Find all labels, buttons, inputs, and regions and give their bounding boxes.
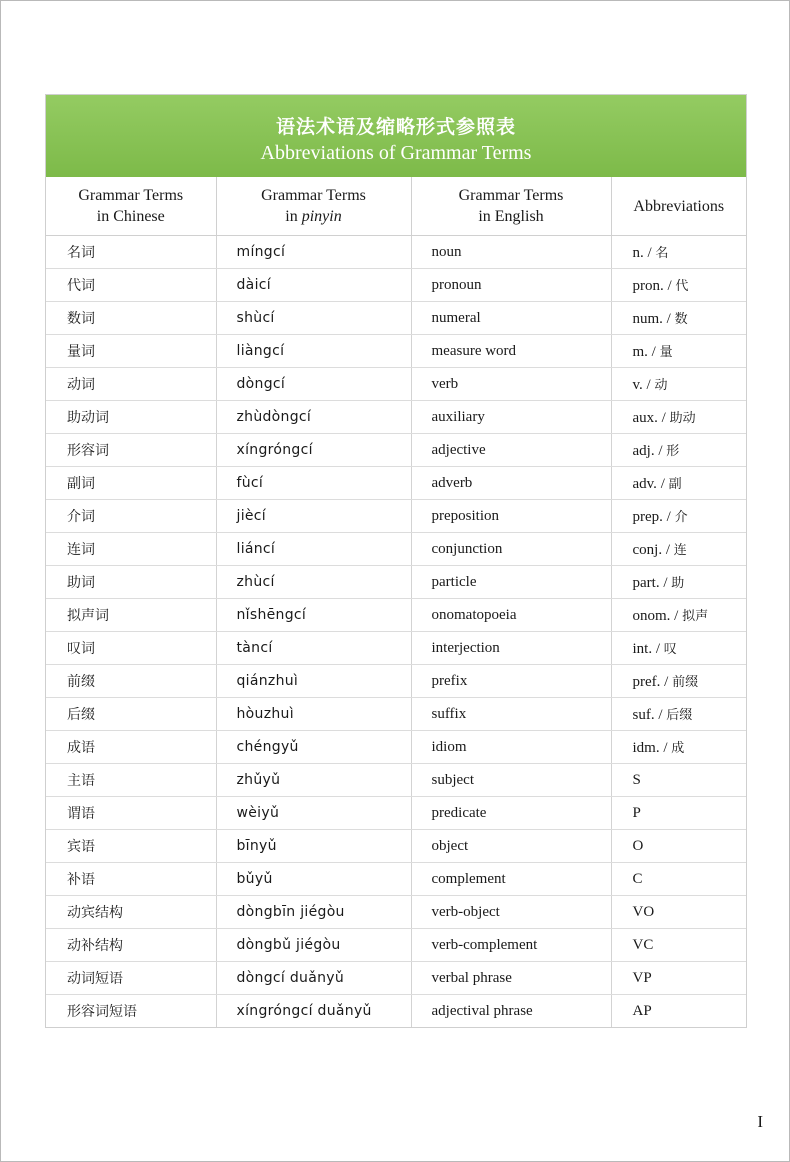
term-english: preposition bbox=[411, 500, 611, 533]
term-abbreviation: m. / 量 bbox=[611, 335, 746, 368]
term-english: verb-object bbox=[411, 896, 611, 929]
term-abbreviation: int. / 叹 bbox=[611, 632, 746, 665]
term-abbreviation: onom. / 拟声 bbox=[611, 599, 746, 632]
term-english: onomatopoeia bbox=[411, 599, 611, 632]
banner-title-chinese: 语法术语及缩略形式参照表 bbox=[275, 116, 516, 138]
term-chinese: 助词 bbox=[46, 566, 216, 599]
table-row bbox=[46, 632, 746, 665]
term-pinyin: liáncí bbox=[216, 533, 411, 566]
table-row bbox=[46, 962, 746, 995]
term-english: verb-complement bbox=[411, 929, 611, 962]
term-pinyin: shùcí bbox=[216, 302, 411, 335]
term-chinese: 后缀 bbox=[46, 698, 216, 731]
term-english: suffix bbox=[411, 698, 611, 731]
table-row bbox=[46, 302, 746, 335]
term-pinyin: jiècí bbox=[216, 500, 411, 533]
term-chinese: 动补结构 bbox=[46, 929, 216, 962]
term-chinese: 副词 bbox=[46, 467, 216, 500]
term-chinese: 主语 bbox=[46, 764, 216, 797]
term-pinyin: chéngyǔ bbox=[216, 731, 411, 764]
term-abbreviation: num. / 数 bbox=[611, 302, 746, 335]
term-english: subject bbox=[411, 764, 611, 797]
term-english: predicate bbox=[411, 797, 611, 830]
term-pinyin: bīnyǔ bbox=[216, 830, 411, 863]
term-pinyin: xíngróngcí duǎnyǔ bbox=[216, 995, 411, 1028]
term-abbreviation: pref. / 前缀 bbox=[611, 665, 746, 698]
term-abbreviation: prep. / 介 bbox=[611, 500, 746, 533]
term-chinese: 介词 bbox=[46, 500, 216, 533]
table-row bbox=[46, 995, 746, 1028]
term-abbreviation: C bbox=[611, 863, 746, 896]
table-row bbox=[46, 368, 746, 401]
table-row bbox=[46, 863, 746, 896]
table-row bbox=[46, 599, 746, 632]
term-pinyin: bǔyǔ bbox=[216, 863, 411, 896]
header-pinyin: Grammar Terms in pinyin bbox=[216, 177, 411, 236]
term-pinyin: tàncí bbox=[216, 632, 411, 665]
table-row bbox=[46, 830, 746, 863]
table-row bbox=[46, 236, 746, 269]
term-abbreviation: part. / 助 bbox=[611, 566, 746, 599]
term-chinese: 动词短语 bbox=[46, 962, 216, 995]
table-row bbox=[46, 533, 746, 566]
term-english: numeral bbox=[411, 302, 611, 335]
term-chinese: 动词 bbox=[46, 368, 216, 401]
header-chinese: Grammar Terms in Chinese bbox=[46, 177, 216, 236]
term-pinyin: zhùcí bbox=[216, 566, 411, 599]
term-pinyin: nǐshēngcí bbox=[216, 599, 411, 632]
term-pinyin: fùcí bbox=[216, 467, 411, 500]
table-row bbox=[46, 566, 746, 599]
term-abbreviation: VO bbox=[611, 896, 746, 929]
term-chinese: 前缀 bbox=[46, 665, 216, 698]
term-abbreviation: conj. / 连 bbox=[611, 533, 746, 566]
term-english: object bbox=[411, 830, 611, 863]
table-row bbox=[46, 500, 746, 533]
term-pinyin: qiánzhuì bbox=[216, 665, 411, 698]
term-chinese: 补语 bbox=[46, 863, 216, 896]
term-english: noun bbox=[411, 236, 611, 269]
term-abbreviation: idm. / 成 bbox=[611, 731, 746, 764]
header-english: Grammar Terms in English bbox=[411, 177, 611, 236]
term-english: measure word bbox=[411, 335, 611, 368]
term-chinese: 成语 bbox=[46, 731, 216, 764]
term-pinyin: hòuzhuì bbox=[216, 698, 411, 731]
term-english: adjective bbox=[411, 434, 611, 467]
term-english: particle bbox=[411, 566, 611, 599]
table-row bbox=[46, 401, 746, 434]
term-pinyin: dòngcí bbox=[216, 368, 411, 401]
term-pinyin: wèiyǔ bbox=[216, 797, 411, 830]
table-banner bbox=[46, 95, 746, 177]
table-row bbox=[46, 698, 746, 731]
term-abbreviation: P bbox=[611, 797, 746, 830]
term-english: verbal phrase bbox=[411, 962, 611, 995]
term-english: adverb bbox=[411, 467, 611, 500]
term-english: interjection bbox=[411, 632, 611, 665]
term-chinese: 叹词 bbox=[46, 632, 216, 665]
term-chinese: 形容词 bbox=[46, 434, 216, 467]
term-english: prefix bbox=[411, 665, 611, 698]
grammar-terms-table bbox=[45, 94, 747, 1028]
term-pinyin: dòngbǔ jiégòu bbox=[216, 929, 411, 962]
term-english: pronoun bbox=[411, 269, 611, 302]
term-abbreviation: pron. / 代 bbox=[611, 269, 746, 302]
table-row bbox=[46, 467, 746, 500]
term-pinyin: dòngbīn jiégòu bbox=[216, 896, 411, 929]
table-row bbox=[46, 269, 746, 302]
table-row bbox=[46, 434, 746, 467]
terms-table bbox=[46, 177, 746, 1027]
term-chinese: 数词 bbox=[46, 302, 216, 335]
term-pinyin: liàngcí bbox=[216, 335, 411, 368]
term-english: conjunction bbox=[411, 533, 611, 566]
term-abbreviation: VC bbox=[611, 929, 746, 962]
term-abbreviation: AP bbox=[632, 1002, 652, 1019]
term-abbreviation: VP bbox=[611, 962, 746, 995]
term-abbreviation: adj. / 形 bbox=[611, 434, 746, 467]
term-chinese: 代词 bbox=[46, 269, 216, 302]
term-chinese: 连词 bbox=[46, 533, 216, 566]
term-pinyin: xíngróngcí bbox=[216, 434, 411, 467]
table-row bbox=[46, 764, 746, 797]
term-english: complement bbox=[411, 863, 611, 896]
table-row bbox=[46, 929, 746, 962]
term-chinese: 形容词短语 bbox=[46, 995, 216, 1028]
term-pinyin: zhǔyǔ bbox=[216, 764, 411, 797]
term-pinyin: zhùdòngcí bbox=[216, 401, 411, 434]
term-chinese: 宾语 bbox=[46, 830, 216, 863]
term-chinese: 谓语 bbox=[46, 797, 216, 830]
term-abbreviation: O bbox=[611, 830, 746, 863]
term-abbreviation: suf. / 后缀 bbox=[611, 698, 746, 731]
term-english: adjectival phrase bbox=[411, 995, 611, 1028]
banner-title-english: Abbreviations of Grammar Terms bbox=[260, 142, 532, 164]
term-chinese: 助动词 bbox=[46, 401, 216, 434]
term-english: idiom bbox=[411, 731, 611, 764]
term-english: auxiliary bbox=[411, 401, 611, 434]
term-abbreviation: n. / 名 bbox=[611, 236, 746, 269]
table-row bbox=[46, 896, 746, 929]
term-abbreviation: adv. / 副 bbox=[611, 467, 746, 500]
header-row bbox=[46, 177, 746, 236]
term-pinyin: dòngcí duǎnyǔ bbox=[216, 962, 411, 995]
table-row bbox=[46, 335, 746, 368]
term-english: verb bbox=[411, 368, 611, 401]
term-abbreviation: S bbox=[611, 764, 746, 797]
table-row bbox=[46, 797, 746, 830]
term-pinyin: míngcí bbox=[216, 236, 411, 269]
term-pinyin: dàicí bbox=[216, 269, 411, 302]
term-abbreviation: v. / 动 bbox=[611, 368, 746, 401]
table-row bbox=[46, 665, 746, 698]
table-row bbox=[46, 731, 746, 764]
header-abbreviations: Abbreviations bbox=[611, 177, 746, 236]
term-abbreviation: aux. / 助动 bbox=[611, 401, 746, 434]
term-chinese: 拟声词 bbox=[46, 599, 216, 632]
term-chinese: 动宾结构 bbox=[46, 896, 216, 929]
table-body bbox=[46, 236, 746, 1028]
term-chinese: 名词 bbox=[46, 236, 216, 269]
page-number: I bbox=[757, 1112, 763, 1131]
term-chinese: 量词 bbox=[46, 335, 216, 368]
